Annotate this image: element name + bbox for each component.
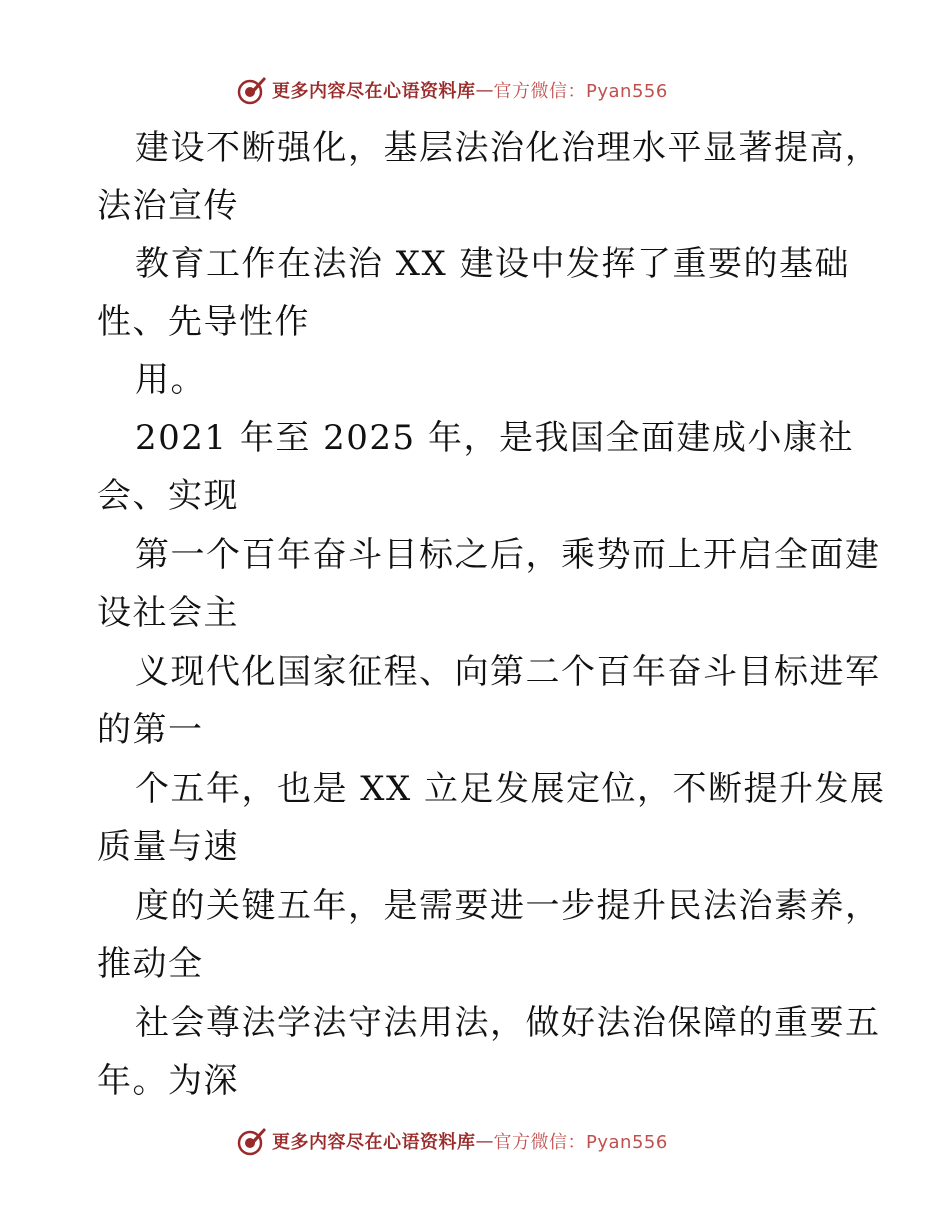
- body-line: 年。为深: [97, 1061, 239, 1101]
- banner-separator: —: [475, 79, 494, 101]
- banner-title: 更多内容尽在心语资料库: [272, 1132, 476, 1153]
- banner-title: 更多内容尽在心语资料库: [272, 81, 476, 102]
- body-line: 推动全: [97, 944, 204, 984]
- body-line: 度的关键五年，是需要进一步提升民法治素养，: [135, 886, 881, 926]
- banner-separator: —: [475, 1130, 494, 1152]
- body-line: 的第一: [97, 710, 204, 750]
- body-line: 教育工作在法治 XX 建设中发挥了重要的基础: [135, 244, 851, 284]
- body-line: 社会尊法学法守法用法，做好法治保障的重要五: [135, 1003, 881, 1043]
- body-line: 个五年，也是 XX 立足发展定位，不断提升发展: [135, 769, 886, 809]
- body-line: 建设不断强化，基层法治化治理水平显著提高，: [135, 128, 881, 168]
- body-line: 用。: [135, 360, 206, 400]
- banner-wechat: 官方微信：Pyan556: [493, 81, 668, 102]
- body-line: 会、实现: [97, 476, 239, 516]
- body-line: 性、先导性作: [97, 302, 310, 342]
- body-line: 义现代化国家征程、向第二个百年奋斗目标进军: [135, 652, 881, 692]
- body-line: 2021 年至 2025 年，是我国全面建成小康社: [135, 418, 854, 458]
- banner-wechat: 官方微信：Pyan556: [493, 1132, 668, 1153]
- body-line: 设社会主: [97, 593, 239, 633]
- footer-banner: [236, 1124, 668, 1158]
- body-line: 质量与速: [97, 827, 239, 867]
- body-line: 法治宣传: [97, 186, 239, 226]
- quill-seal-icon: [236, 1125, 268, 1157]
- body-line: 第一个百年奋斗目标之后，乘势而上开启全面建: [135, 535, 881, 575]
